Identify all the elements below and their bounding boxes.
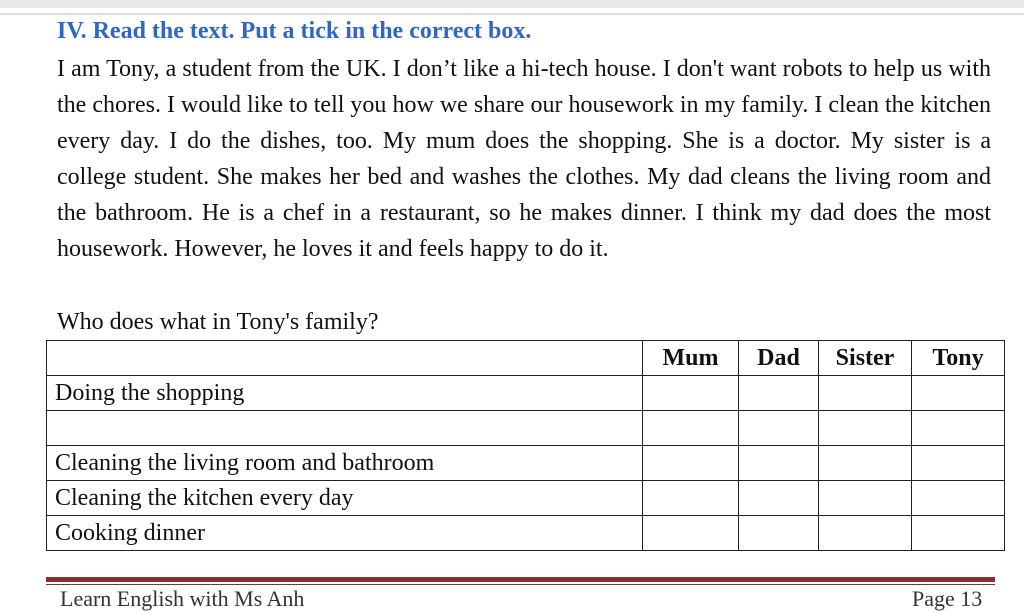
tick-box-sister[interactable]	[819, 376, 912, 411]
header-cell-dad: Dad	[739, 341, 819, 376]
header-cell-blank	[47, 341, 643, 376]
header-cell-sister: Sister	[819, 341, 912, 376]
footer-rule-thin	[46, 584, 995, 585]
question-text: Who does what in Tony's family?	[57, 309, 379, 335]
footer-page-number: Page 13	[912, 586, 983, 611]
tick-box-mum[interactable]	[643, 516, 739, 551]
table-row	[47, 516, 1005, 551]
tick-box-sister[interactable]	[819, 446, 912, 481]
tick-box-mum[interactable]	[643, 411, 739, 446]
tick-box-dad[interactable]	[739, 446, 819, 481]
table-row	[47, 411, 1005, 446]
header-cell-tony: Tony	[912, 341, 1005, 376]
header-cell-mum: Mum	[643, 341, 739, 376]
tick-box-mum[interactable]	[643, 481, 739, 516]
chore-label: Cleaning the kitchen every day	[47, 481, 643, 516]
tick-box-sister[interactable]	[819, 516, 912, 551]
tick-box-mum[interactable]	[643, 376, 739, 411]
tick-box-mum[interactable]	[643, 446, 739, 481]
table-row	[47, 446, 1005, 481]
tick-box-tony[interactable]	[912, 481, 1005, 516]
table-row	[47, 481, 1005, 516]
chore-label: Cleaning the living room and bathroom	[47, 446, 643, 481]
chore-label: Doing the shopping	[47, 376, 643, 411]
tick-box-dad[interactable]	[739, 411, 819, 446]
top-bar	[0, 0, 1024, 8]
tick-box-sister[interactable]	[819, 411, 912, 446]
tick-box-dad[interactable]	[739, 516, 819, 551]
footer-rule	[46, 577, 995, 582]
table-row	[47, 376, 1005, 411]
exercise-heading: IV. Read the text. Put a tick in the correct box.	[57, 18, 532, 44]
tick-box-dad[interactable]	[739, 376, 819, 411]
tick-box-tony[interactable]	[912, 411, 1005, 446]
answer-table	[46, 340, 1005, 551]
tick-box-tony[interactable]	[912, 446, 1005, 481]
tick-box-dad[interactable]	[739, 481, 819, 516]
tick-box-tony[interactable]	[912, 376, 1005, 411]
tick-box-sister[interactable]	[819, 481, 912, 516]
chore-label	[47, 411, 643, 446]
chore-label: Cooking dinner	[47, 516, 643, 551]
table-header-row	[47, 341, 1005, 376]
tick-box-tony[interactable]	[912, 516, 1005, 551]
footer-left-text: Learn English with Ms Anh	[60, 586, 305, 611]
reading-passage: I am Tony, a student from the UK. I don’t like a hi-tech house. I don't want robots to help us with the chores. I would like to tell you how we share our housework in my family. I clean the kitchen every day. I do the dishes, too. My mum does the shopping. She is a doctor. My sister is a college student. She makes her bed and washes the clothes. My dad cleans the living room and the bathroom. He is a chef in a restaurant, so he makes dinner. I think my dad does the most housework. However, he loves it and feels happy to do it.	[57, 56, 991, 262]
